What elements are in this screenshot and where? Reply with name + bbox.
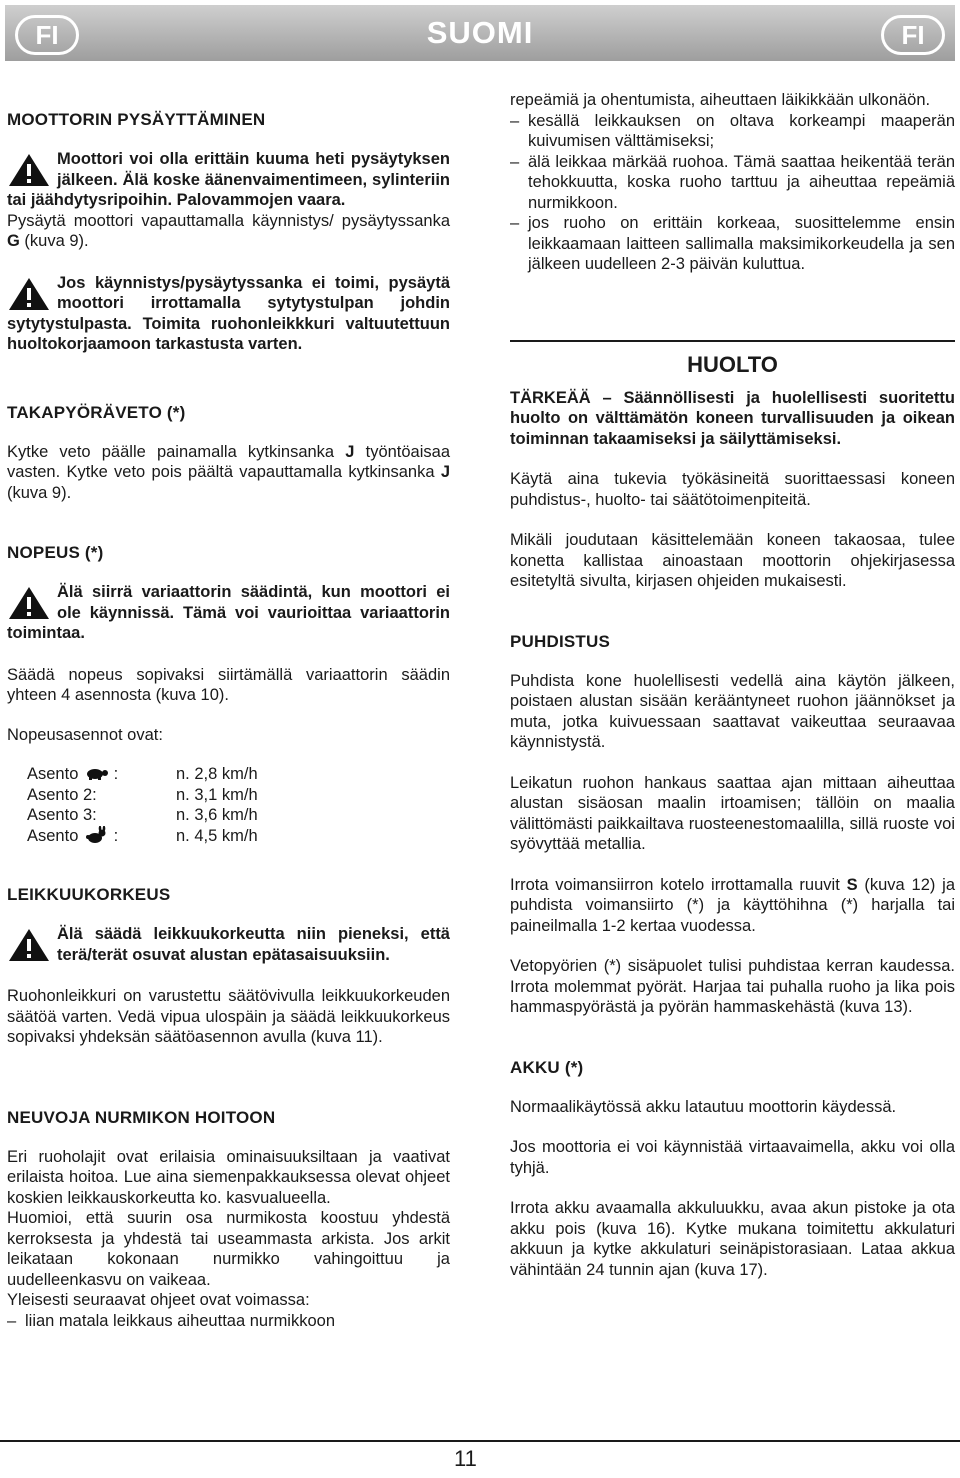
language-badge-left: FI bbox=[15, 15, 79, 55]
heading-maintenance: HUOLTO bbox=[687, 351, 778, 377]
list-item: – liian matala leikkaus aiheuttaa nurmikkoon bbox=[7, 1311, 336, 1330]
heading-battery: AKKU (*) bbox=[510, 1057, 584, 1077]
warning-triangle-icon bbox=[7, 276, 51, 312]
speed-position-row: Asento 2: n. 3,1 km/h bbox=[27, 785, 258, 804]
heading-engine-stop: MOOTTORIN PYSÄYTTÄMINEN bbox=[7, 110, 266, 129]
cutting-height-text: Ruohonleikkuri on varustettu säätövivulla leikkuukorkeuden säätöä varten. Vedä vipua ulospäin ja säädä leikkuukorkeus sopivaksi yhdeksän säätöasennon avulla (kuva 11). bbox=[7, 987, 450, 1046]
rabbit-icon bbox=[83, 826, 109, 844]
warning-triangle-icon bbox=[7, 585, 51, 621]
right-column bbox=[510, 90, 955, 1280]
list-item: – kesällä leikkauksen on oltava korkeampi maaperän kuivumisen välttämiseksi; bbox=[510, 111, 955, 150]
speed-positions-list bbox=[7, 764, 450, 846]
lawn-text: Huomioi, että suurin osa nurmikosta koostuu yhdestä kerroksesta ja yhdestä tai useammasta arkista. Jos arkit leikataan kokonaan nurmikko vahingoittuu ja uudelleenkasvu on vaikeaa. bbox=[7, 1209, 450, 1289]
speed-position-row: Asento : n. 2,8 km/h bbox=[27, 765, 258, 783]
speed-position-row: Asento : n. 4,5 km/h bbox=[27, 826, 258, 845]
footer-rule bbox=[0, 1440, 960, 1442]
warning-text: Jos käynnistys/pysäytyssanka ei toimi, pysäytä moottori irrottamalla sytytystulpan johdin sytytystulpasta. Toimita ruohonleikkkuri valtuutettuun huoltokorjaamoon tarkastusta varten. bbox=[7, 273, 450, 353]
heading-lawn-tips: NEUVOJA NURMIKON HOITOON bbox=[7, 1107, 276, 1127]
list-item: – älä leikkaa märkää ruohoa. Tämä saattaa heikentää terän tehokkuutta, koska ruoho tarttuu ja aiheuttaa repeämiä nurmikkoon. bbox=[510, 152, 955, 212]
battery-text: Irrota akku avaamalla akkuluukku, avaa akun pistoke ja ota akku pois (kuva 16). Kytke mukana toimitettu akkulaturi akkuun ja kytke akkulaturi seinäpistorasiaan. Lataa akkua vähintään 24 tunnin ajan (kuva 17). bbox=[510, 1199, 955, 1279]
warning-spark-plug bbox=[7, 273, 450, 355]
maintenance-text: Mikäli joudutaan käsittelemään koneen takaosaa, tulee konetta kallistaa ainoastaan moottorin ohjekirjasessa esitetyltä sivulta, kirjasen ohjeiden mukaisesti. bbox=[510, 531, 955, 590]
section-divider bbox=[510, 340, 955, 342]
lawn-continued-text: repeämiä ja ohentumista, aiheuttaen läikikkään ulkonäön. bbox=[510, 91, 931, 109]
cleaning-text: Irrota voimansiirron kotelo irrottamalla ruuvit S (kuva 12) ja puhdista voimansiirto (*) ja käyttöhihna (*) harjalla tai paineilmalla 1-2 kertaa vuodessa. bbox=[510, 875, 956, 935]
header-banner bbox=[5, 5, 955, 61]
warning-triangle-icon bbox=[7, 927, 51, 963]
drive-instruction: Kytke veto päälle painamalla kytkinsanka J työntöaisaa vasten. Kytke veto pois päältä vapauttamalla kytkinsanka J (kuva 9). bbox=[7, 442, 450, 502]
lawn-bullet-list bbox=[7, 1311, 450, 1332]
cleaning-text: Puhdista kone huolellisesti vedellä aina käytön jälkeen, poistaen alustan sisään kerääntyneet ruohon jäännökset ja muta, jotka kuivuessaan saattavat vaikeuttaa seuraavaa käynnistystä. bbox=[510, 671, 955, 751]
battery-text: Normaalikäytössä akku latautuu moottorin käydessä. bbox=[510, 1097, 897, 1116]
lawn-text: Yleisesti seuraavat ohjeet ovat voimassa: bbox=[7, 1291, 310, 1309]
warning-text: Moottori voi olla erittäin kuuma heti pysäytyksen jälkeen. Älä koske äänenvaimentimeen, sylinteriin tai jäähdytysripoihin. Palovammojen vaara. bbox=[7, 150, 450, 209]
list-item: – jos ruoho on erittäin korkeaa, suosittelemme ensin leikkaamaan laitteen sallimalla maksimikorkeudella ja sen jälkeen uudelleen 2-3 päivän kuluttua. bbox=[510, 214, 955, 273]
lawn-bullet-list bbox=[510, 111, 955, 275]
warning-triangle-icon bbox=[7, 152, 51, 188]
speed-positions-intro: Nopeusasennot ovat: bbox=[7, 725, 163, 744]
left-column bbox=[7, 90, 450, 1331]
speed-position-row: Asento 3: n. 3,6 km/h bbox=[27, 806, 258, 824]
important-notice: TÄRKEÄÄ – Säännöllisesti ja huolellisesti suoritettu huolto on välttämätön koneen turvallisuuden ja oikean toiminnan takaamiseksi ja säilyttämiseksi. bbox=[510, 388, 955, 448]
lawn-text: Eri ruoholajit ovat erilaisia ominaisuuksiltaan ja vaativat erilaista hoitoa. Lue aina siemenpakkauksessa olevat ohjeet koskien leikkauskorkeutta ko. kasvualueella. bbox=[7, 1147, 450, 1207]
heading-rear-wheel-drive: TAKAPYÖRÄVETO (*) bbox=[7, 402, 186, 422]
speed-instruction: Säädä nopeus sopivaksi siirtämällä variaattorin säädin yhteen 4 asennosta (kuva 10). bbox=[7, 665, 450, 704]
maintenance-text: Käytä aina tukevia työkäsineitä suorittaessasi koneen puhdistus-, huolto- tai säätötoimenpiteitä. bbox=[510, 470, 955, 509]
stop-instruction: Pysäytä moottori vapauttamalla käynnistys/ pysäytyssanka G (kuva 9). bbox=[7, 211, 450, 250]
cleaning-text: Leikatun ruohon hankaus saattaa ajan mittaan aiheuttaa alustan sisäosan maalin irtoamisen; tällöin on maalia välittömästi paikkailtava ruosteenestomaalilla, sillä ruoste voi syövyttää metallia. bbox=[510, 773, 955, 853]
page-number: 11 bbox=[454, 1446, 477, 1471]
heading-cleaning: PUHDISTUS bbox=[510, 631, 611, 651]
battery-text: Jos moottoria ei voi käynnistää virtaavaimella, akku voi olla tyhjä. bbox=[510, 1138, 955, 1177]
warning-variator bbox=[7, 582, 450, 644]
page-title: SUOMI bbox=[426, 15, 534, 50]
turtle-icon bbox=[83, 766, 109, 780]
heading-cutting-height: LEIKKUUKORKEUS bbox=[7, 885, 171, 904]
heading-speed: NOPEUS (*) bbox=[7, 543, 104, 562]
language-badge-right: FI bbox=[881, 15, 945, 55]
warning-text: Älä säädä leikkuukorkeutta niin pieneksi, että terä/terät osuvat alustan epätasaisuuksiin. bbox=[57, 925, 450, 964]
cleaning-text: Vetopyörien (*) sisäpuolet tulisi puhdistaa kerran kaudessa. Irrota molemmat pyörät. Harjaa tai puhalla ruoho ja lika pois hammaspyörästä ja pyörän hammaskehästä (kuva 13). bbox=[510, 957, 955, 1016]
warning-cutting-height bbox=[7, 924, 450, 965]
warning-text: Älä siirrä variaattorin säädintä, kun moottori ei ole käynnissä. Tämä voi vaurioittaa variaattorin toimintaa. bbox=[7, 583, 450, 642]
warning-hot-engine bbox=[7, 149, 450, 211]
